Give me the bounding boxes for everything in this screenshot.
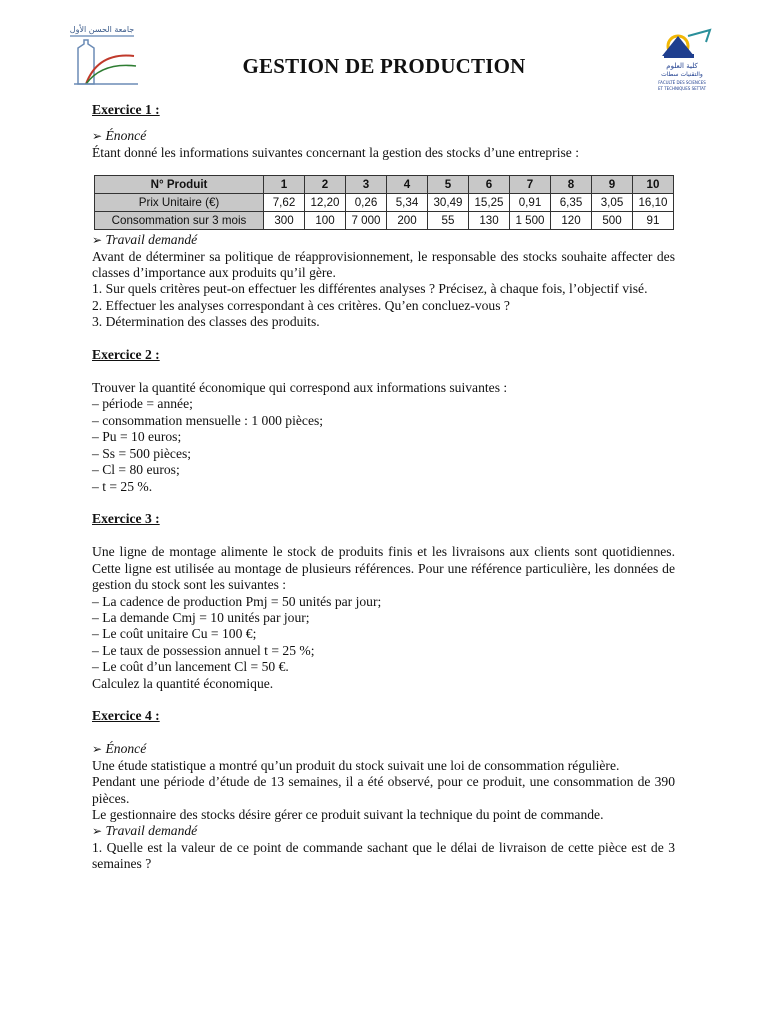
list-item: – période = année; bbox=[92, 396, 193, 412]
table-cell: 15,25 bbox=[469, 194, 510, 212]
svg-text:جامعة الحسن الأول: جامعة الحسن الأول bbox=[69, 25, 135, 34]
table-header-cell: 10 bbox=[633, 176, 674, 194]
table-cell: 0,91 bbox=[510, 194, 551, 212]
list-item: – Pu = 10 euros; bbox=[92, 429, 182, 445]
list-item: – La cadence de production Pmj = 50 unités par jour; bbox=[92, 593, 382, 609]
exercise-1-intro: Étant donné les informations suivantes concernant la gestion des stocks d’une entreprise : bbox=[92, 144, 579, 160]
table-cell: 130 bbox=[469, 212, 510, 230]
list-item: – Le taux de possession annuel t = 25 %; bbox=[92, 642, 315, 658]
table-row bbox=[95, 212, 674, 230]
table-row bbox=[95, 194, 674, 212]
travail-label: Travail demandé bbox=[105, 823, 198, 839]
exercise-1-enonce-heading bbox=[92, 128, 675, 144]
exercise-1-travail-heading bbox=[92, 232, 675, 248]
exercise-4-paragraph-1: Une étude statistique a montré qu’un produit du stock suivait une loi de consommation régulière. bbox=[92, 757, 620, 773]
table-cell: 100 bbox=[305, 212, 346, 230]
exercise-1-paragraph: Avant de déterminer sa politique de réapprovisionnement, le responsable des stocks souhaite affecter des classes d’importance aux produits qu’il gère. bbox=[92, 248, 675, 281]
table-cell: 12,20 bbox=[305, 194, 346, 212]
table-header-cell: 7 bbox=[510, 176, 551, 194]
exercise-4-question-1: 1. Quelle est la valeur de ce point de commande sachant que le délai de livraison de cette pièce est de 3 semaines ? bbox=[92, 839, 675, 872]
table-cell: 30,49 bbox=[428, 194, 469, 212]
table-cell: 3,05 bbox=[592, 194, 633, 212]
enonce-label: Énoncé bbox=[105, 741, 147, 757]
arrow-bullet-icon: ➢ bbox=[92, 233, 103, 248]
table-cell: 300 bbox=[264, 212, 305, 230]
table-cell: 7,62 bbox=[264, 194, 305, 212]
table-row-label: Prix Unitaire (€) bbox=[95, 194, 264, 212]
enonce-label: Énoncé bbox=[105, 128, 147, 144]
table-cell: 91 bbox=[633, 212, 674, 230]
svg-text:ET TECHNIQUES SETTAT: ET TECHNIQUES SETTAT bbox=[657, 86, 707, 91]
table-row-label: Consommation sur 3 mois bbox=[95, 212, 264, 230]
table-header-cell: 4 bbox=[387, 176, 428, 194]
page-title: GESTION DE PRODUCTION bbox=[242, 54, 526, 78]
table-header-cell: 1 bbox=[264, 176, 305, 194]
table-cell: 1 500 bbox=[510, 212, 551, 230]
exercise-3-conclusion: Calculez la quantité économique. bbox=[92, 675, 274, 691]
table-header-cell: 8 bbox=[551, 176, 592, 194]
svg-text:كلية العلوم: كلية العلوم bbox=[666, 62, 698, 70]
table-cell: 6,35 bbox=[551, 194, 592, 212]
table-cell: 500 bbox=[592, 212, 633, 230]
table-cell: 0,26 bbox=[346, 194, 387, 212]
exercise-1-question-3: 3. Détermination des classes des produits. bbox=[92, 314, 320, 330]
faculty-logo bbox=[648, 28, 716, 92]
exercise-1-title: Exercice 1 : bbox=[92, 102, 160, 117]
table-header-row bbox=[95, 176, 674, 194]
exercise-3-title: Exercice 3 : bbox=[92, 510, 160, 526]
table-cell: 120 bbox=[551, 212, 592, 230]
table-cell: 55 bbox=[428, 212, 469, 230]
table-cell: 7 000 bbox=[346, 212, 387, 230]
table-cell: 200 bbox=[387, 212, 428, 230]
exercise-2-title: Exercice 2 : bbox=[92, 346, 160, 362]
table-header-cell: 2 bbox=[305, 176, 346, 194]
exercise-3-paragraph: Une ligne de montage alimente le stock de produits finis et les livraisons aux clients sont quotidiennes. Cette ligne est utilisée au montage de plusieurs références. Pour une référence particulière, les données de gestion du stock sont les suivantes : bbox=[92, 544, 675, 593]
product-stock-table bbox=[94, 175, 674, 230]
exercise-4-paragraph-3: Le gestionnaire des stocks désire gérer ce produit suivant la technique du point de commande. bbox=[92, 807, 604, 822]
list-item: – Le coût d’un lancement Cl = 50 €. bbox=[92, 659, 289, 675]
list-item: – Cl = 80 euros; bbox=[92, 462, 180, 478]
exercise-1-question-1: 1. Sur quels critères peut-on effectuer les différentes analyses ? Précisez, à chaque fois, l’objectif visé. bbox=[92, 281, 648, 297]
list-item: – Ss = 500 pièces; bbox=[92, 445, 192, 461]
list-item: – La demande Cmj = 10 unités par jour; bbox=[92, 609, 310, 625]
svg-text:والتقنيات سطات: والتقنيات سطات bbox=[661, 71, 703, 78]
list-item: – Le coût unitaire Cu = 100 €; bbox=[92, 626, 257, 642]
exercise-4-travail-heading bbox=[92, 823, 675, 839]
table-cell: 5,34 bbox=[387, 194, 428, 212]
table-header-cell: 3 bbox=[346, 176, 387, 194]
exercise-4-title: Exercice 4 : bbox=[92, 707, 160, 723]
table-header-cell: 9 bbox=[592, 176, 633, 194]
list-item: – consommation mensuelle : 1 000 pièces; bbox=[92, 412, 324, 428]
document-body bbox=[92, 102, 675, 873]
exercise-1-question-2: 2. Effectuer les analyses correspondant à ces critères. Qu’en concluez-vous ? bbox=[92, 297, 510, 313]
list-item: – t = 25 %. bbox=[92, 478, 153, 494]
svg-text:FACULTÉ DES SCIENCES: FACULTÉ DES SCIENCES bbox=[658, 80, 706, 85]
table-header-cell: 6 bbox=[469, 176, 510, 194]
arrow-bullet-icon: ➢ bbox=[92, 129, 103, 144]
travail-label: Travail demandé bbox=[105, 232, 198, 248]
table-cell: 16,10 bbox=[633, 194, 674, 212]
table-header-label: N° Produit bbox=[95, 176, 264, 194]
table-header-cell: 5 bbox=[428, 176, 469, 194]
exercise-4-paragraph-2: Pendant une période d’étude de 13 semaines, il a été observé, pour ce produit, une consommation de 390 pièces. bbox=[92, 774, 675, 806]
exercise-2-intro: Trouver la quantité économique qui correspond aux informations suivantes : bbox=[92, 380, 508, 396]
exercise-4-enonce-heading bbox=[92, 741, 675, 757]
arrow-bullet-icon: ➢ bbox=[92, 742, 103, 757]
arrow-bullet-icon: ➢ bbox=[92, 824, 103, 839]
